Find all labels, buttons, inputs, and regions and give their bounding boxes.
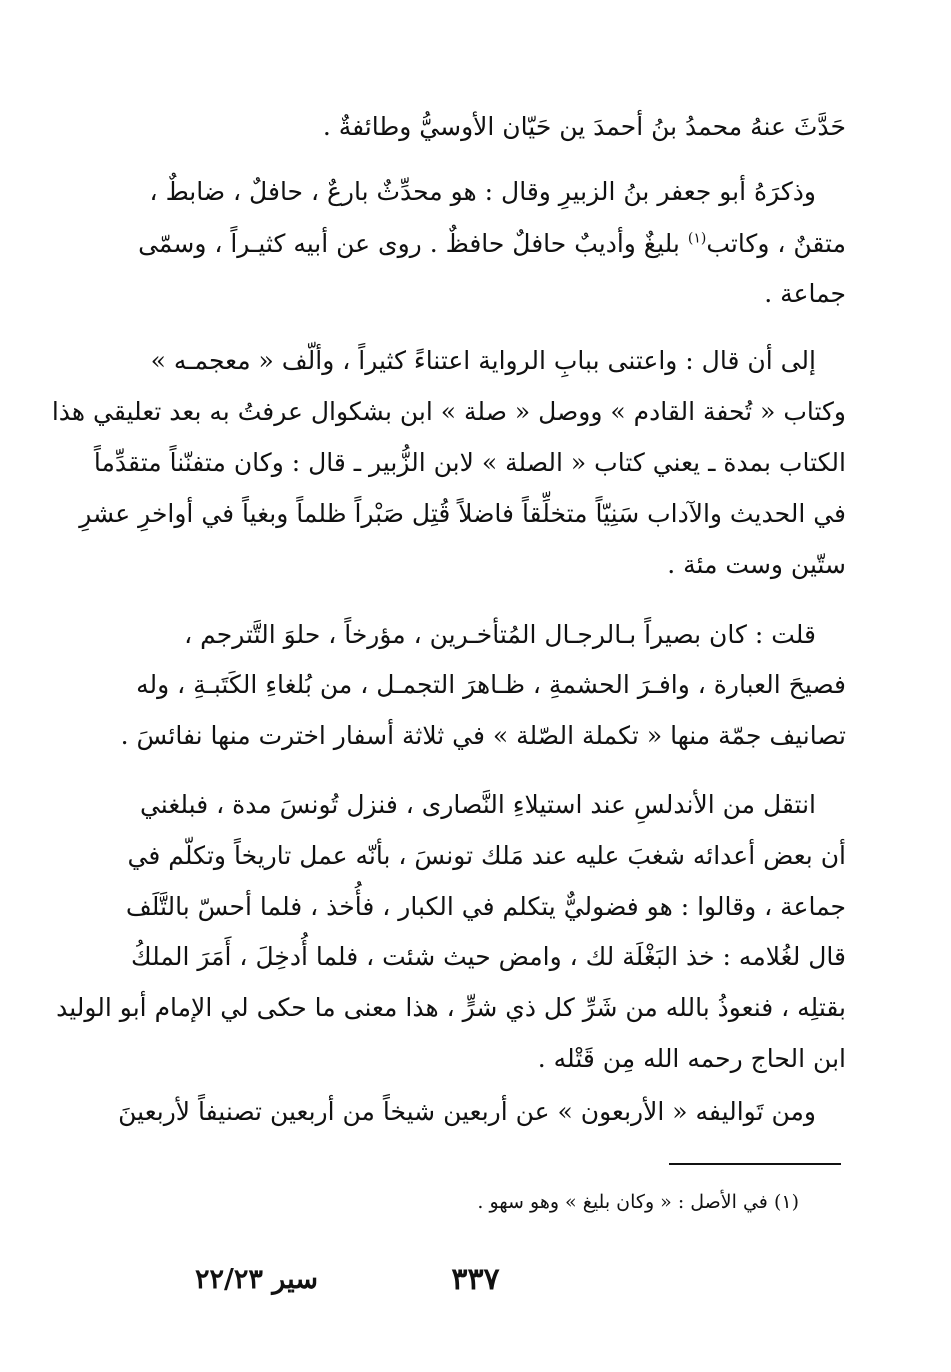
text-line: إلى أن قال : واعتنى ببابِ الرواية اعتناءً كثيراً ، وألّف « معجمـه » (150, 346, 816, 375)
text-line: ابن الحاج رحمه الله مِن قَتْله . (537, 1044, 846, 1073)
text-line: حَدَّثَ عنهُ محمدُ بنُ أحمدَ ين حَيّان الأوسيُّ وطائفةٌ . (322, 112, 846, 141)
footnote-number: (١) (773, 1191, 799, 1213)
footnote-text: في الأصل : « وكان بليغ » وهو سهو . (477, 1191, 768, 1213)
text-line: الكتاب بمدة ـ يعني كتاب « الصلة » لابن الزُّبير ـ قال : وكان متفنّناً متقدِّماً (93, 448, 846, 477)
text-line: ومن تَواليفه « الأربعون » عن أربعين شيخاً من أربعين تصنيفاً لأربعينَ (118, 1097, 816, 1126)
page-number: ٣٣٧ (451, 1262, 500, 1297)
text-line: أن بعض أعدائه شغبَ عليه عند مَلك تونسَ ، بأنّه عمل تاريخاً وتكلّم في (127, 841, 846, 870)
text-line: قال لغُلامه : خذ البَغْلَة لك ، وامض حيث شئت ، فلما أُدخِلَ ، أَمَرَ الملكُ (131, 942, 846, 971)
text-line: انتقل من الأندلسِ عند استيلاءِ النَّصارى ، فنزل تُونسَ مدة ، فبلغني (139, 790, 816, 819)
footnote-separator (669, 1163, 841, 1165)
text-line: جماعة . (764, 279, 846, 308)
text-line: متقنٌ ، وكاتب$^{(١)}$ بليغٌ وأديبٌ حافلٌ حافظٌ . روى عن أبيه كثيـراً ، وسمّى (138, 229, 846, 258)
text-line: قلت : كان بصيراً بـالرجـال المُتأخـرين ، مؤرخاً ، حلوَ التَّترجم ، (184, 620, 816, 649)
text-line: فصيحَ العبارة ، وافـرَ الحشمةِ ، ظـاهرَ التجمـل ، من بُلغاءِ الكَتَبـةِ ، وله (136, 670, 846, 699)
footnote-marker: (١) (687, 230, 707, 247)
text-line: وذكرَهُ أبو جعفر بنُ الزبيرِ وقال : هو محدِّثٌ بارعٌ ، حافلٌ ، ضابطٌ ، (149, 177, 816, 206)
footnote (477, 1188, 799, 1216)
text-line: جماعة ، وقالوا : هو فضوليٌّ يتكلم في الكبار ، فأُخذ ، فلما أحسّ بالتَّلَف (125, 892, 846, 921)
text-line: ستّين وست مئة . (667, 550, 846, 579)
text-line: بقتلِه ، فنعوذُ بالله من شَرِّ كل ذي شرٍّ ، هذا معنى ما حكى لي الإمام أبو الوليد (56, 993, 846, 1022)
text-line: تصانيف جمّة منها « تكملة الصّلة » في ثلاثة أسفار اخترت منها نفائسَ . (120, 721, 846, 750)
signature-mark: سير ٢٢/٢٣ (195, 1264, 318, 1295)
text-line: في الحديث والآداب سَنِيّاً متخلِّقاً فاضلاً قُتِل صَبْراً ظلماً وبغياً في أواخرِ عشرِ (79, 499, 846, 528)
text-line: وكتاب « تُحفة القادم » ووصل « صلة » ابن بشكوال عرفتُ به بعد تعليقي هذا (51, 397, 846, 426)
